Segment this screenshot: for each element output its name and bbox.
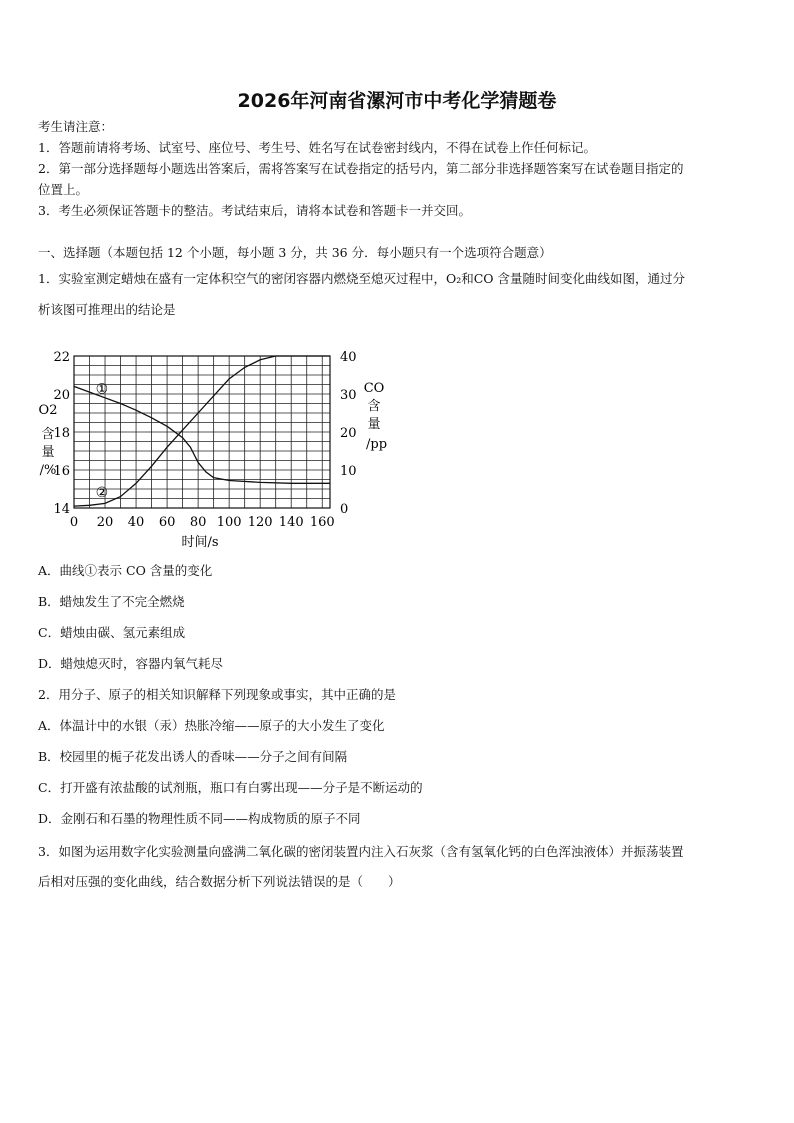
o2-co-chart [0,330,420,554]
left-tick-label: 20 [53,388,70,403]
right-axis-label: CO [363,381,385,396]
question-1-stem: 1．实验室测定蜡烛在盛有一定体积空气的密闭容器内燃烧至熄灭过程中，O₂和CO 含量随时间变化曲线如图，通过分 [38,271,685,286]
left-tick-label: 18 [53,426,70,441]
question-3-stem: 3．如图为运用数字化实验测量向盛满二氧化碳的密闭装置内注入石灰浆（含有氢氧化钙的白色浑浊液体）并振荡装置 [38,844,684,859]
section-heading: 一、选择题（本题包括 12 个小题，每小题 3 分，共 36 分．每小题只有一个选项符合题意） [38,245,552,260]
left-tick-label: 16 [53,464,70,479]
x-tick-label: 140 [278,515,304,530]
notice-item: 1．答题前请将考场、试室号、座位号、考生号、姓名写在试卷密封线内，不得在试卷上作任何标记。 [38,140,596,155]
question-1-option-b: B．蜡烛发生了不完全燃烧 [38,594,185,609]
page-title: 2026年河南省漯河市中考化学猜题卷 [237,90,557,112]
x-tick-label: 40 [127,515,145,530]
left-axis-label: 含 [41,427,55,442]
notice-item: 2．第一部分选择题每小题选出答案后，需将答案写在试卷指定的括号内，第二部分非选择题答案写在试卷题目指定的 [38,161,684,176]
x-tick-label: 80 [189,515,207,530]
curve-label-2: ② [95,484,109,501]
question-2-option-b: B．校园里的栀子花发出诱人的香味——分子之间有间隔 [38,749,348,764]
right-axis-label: 含 [367,399,381,414]
x-tick-label: 20 [96,515,114,530]
left-tick-label: 14 [53,502,70,517]
x-tick-label: 160 [309,515,335,530]
right-axis-label: /pp [366,437,388,452]
question-2-stem: 2．用分子、原子的相关知识解释下列现象或事实，其中正确的是 [38,687,396,702]
left-axis-label: 量 [41,445,55,460]
left-axis-label: /% [39,463,57,478]
question-2-option-c: C．打开盛有浓盐酸的试剂瓶，瓶口有白雾出现——分子是不断运动的 [38,780,423,795]
right-tick-label: 10 [340,464,357,479]
question-1-option-a: A．曲线①表示 CO 含量的变化 [38,563,213,578]
left-axis-label: O2 [38,403,58,418]
left-tick-label: 22 [53,350,70,365]
question-1-option-d: D．蜡烛熄灭时，容器内氧气耗尽 [38,656,224,671]
notice-item: 3．考生必须保证答题卡的整洁。考试结束后，请将本试卷和答题卡一并交回。 [38,203,471,218]
x-tick-label: 120 [247,515,273,530]
x-axis-label: 时间/s [181,535,219,550]
right-axis-label: 量 [367,417,381,432]
x-tick-label: 60 [158,515,176,530]
question-2-option-d: D．金刚石和石墨的物理性质不同——构成物质的原子不同 [38,811,361,826]
question-2-option-a: A．体温计中的水银（汞）热胀冷缩——原子的大小发生了变化 [38,718,385,733]
notice-heading: 考生请注意： [38,119,114,134]
right-tick-label: 30 [340,388,357,403]
notice-item: 位置上。 [38,182,89,197]
right-tick-label: 0 [340,502,349,517]
question-1-stem: 析该图可推理出的结论是 [38,302,176,317]
question-1-option-c: C．蜡烛由碳、氢元素组成 [38,625,186,640]
right-tick-label: 20 [340,426,357,441]
question-3-stem: 后相对压强的变化曲线，结合数据分析下列说法错误的是（ ） [38,874,401,889]
right-tick-label: 40 [340,350,357,365]
x-tick-label: 0 [69,515,79,530]
curve-label-1: ① [95,381,109,398]
x-tick-label: 100 [216,515,242,530]
